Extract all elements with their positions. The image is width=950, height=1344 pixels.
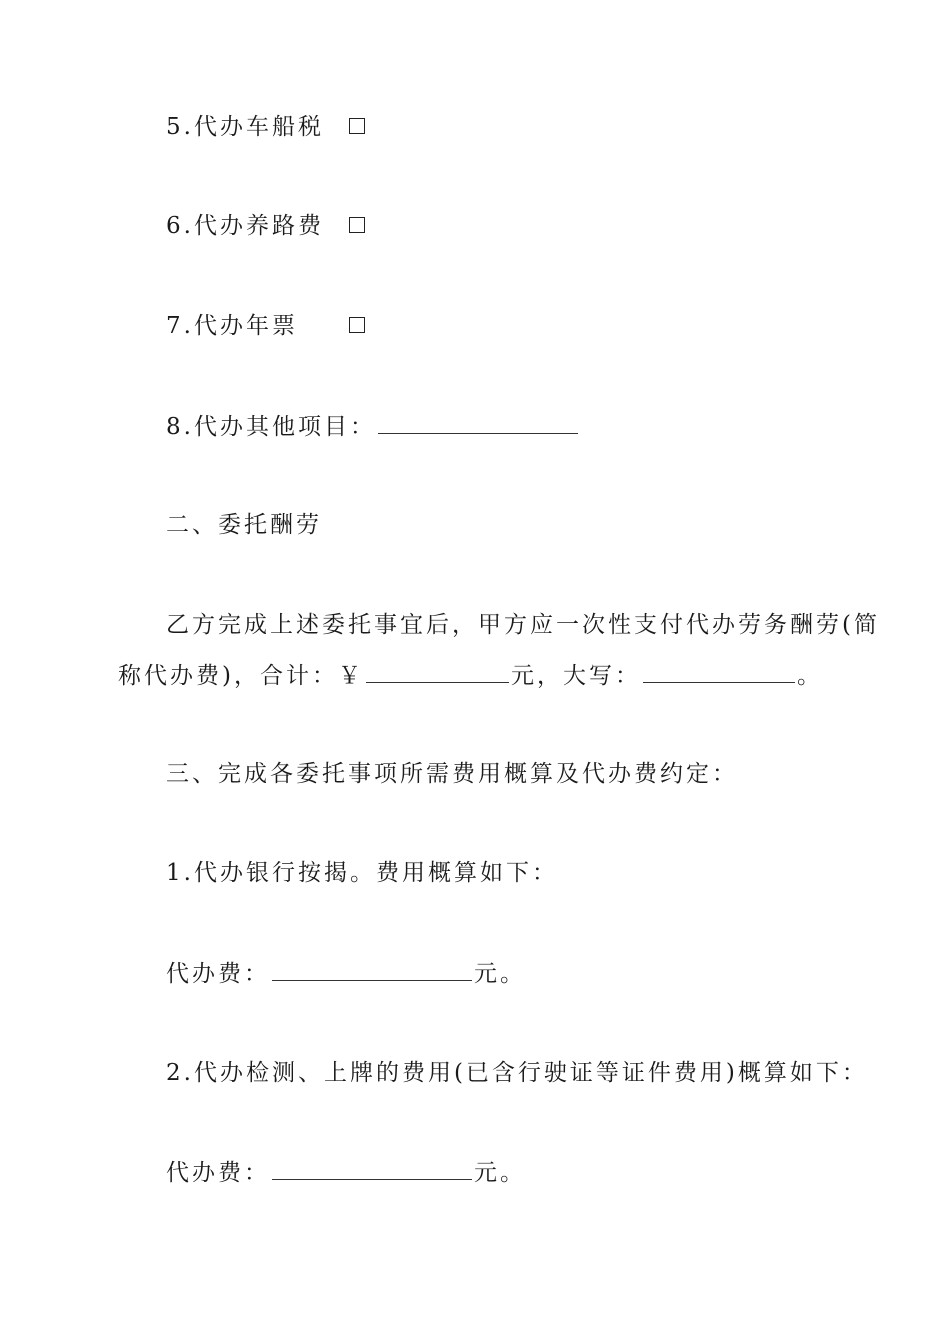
fee-unit-2: 元。 (474, 1160, 526, 1186)
uppercase-amount-blank[interactable] (643, 660, 795, 683)
fee-blank-1[interactable] (272, 958, 472, 981)
section2-para-line1: 乙方完成上述委托事宜后，甲方应一次性支付代办劳务酬劳(简 (166, 612, 880, 638)
section3-item2: 2.代办检测、上牌的费用(已含行驶证等证件费用)概算如下： (166, 1060, 868, 1086)
fee-label-1: 代办费： (166, 961, 270, 987)
section2-heading: 二、委托酬劳 (166, 512, 322, 538)
sentence-end: 。 (796, 663, 823, 689)
fee-unit-1: 元。 (474, 961, 526, 987)
section3-item1: 1.代办银行按揭。费用概算如下： (166, 860, 558, 886)
item-8-row (166, 411, 580, 442)
section3-heading: 三、完成各委托事项所需费用概算及代办费约定： (166, 761, 738, 787)
item-5-checkbox[interactable] (349, 118, 365, 134)
item-5-label: 5.代办车船税 (166, 114, 324, 140)
fee-label-2: 代办费： (166, 1160, 270, 1186)
total-amount-blank[interactable] (366, 660, 509, 683)
total-label: 称代办费)，合计：￥ (118, 663, 364, 689)
fee-blank-2[interactable] (272, 1157, 472, 1180)
item-8-label: 8.代办其他项目： (166, 414, 376, 440)
item-8-blank[interactable] (378, 411, 578, 434)
fee-row-2 (166, 1157, 526, 1188)
section2-para-line2 (118, 660, 823, 691)
fee-row-1 (166, 958, 526, 989)
uppercase-label: 元，大写： (510, 663, 641, 689)
item-7-label: 7.代办年票 (166, 313, 298, 339)
item-7-checkbox[interactable] (349, 317, 365, 333)
item-6-checkbox[interactable] (349, 217, 365, 233)
item-6-label: 6.代办养路费 (166, 213, 324, 239)
